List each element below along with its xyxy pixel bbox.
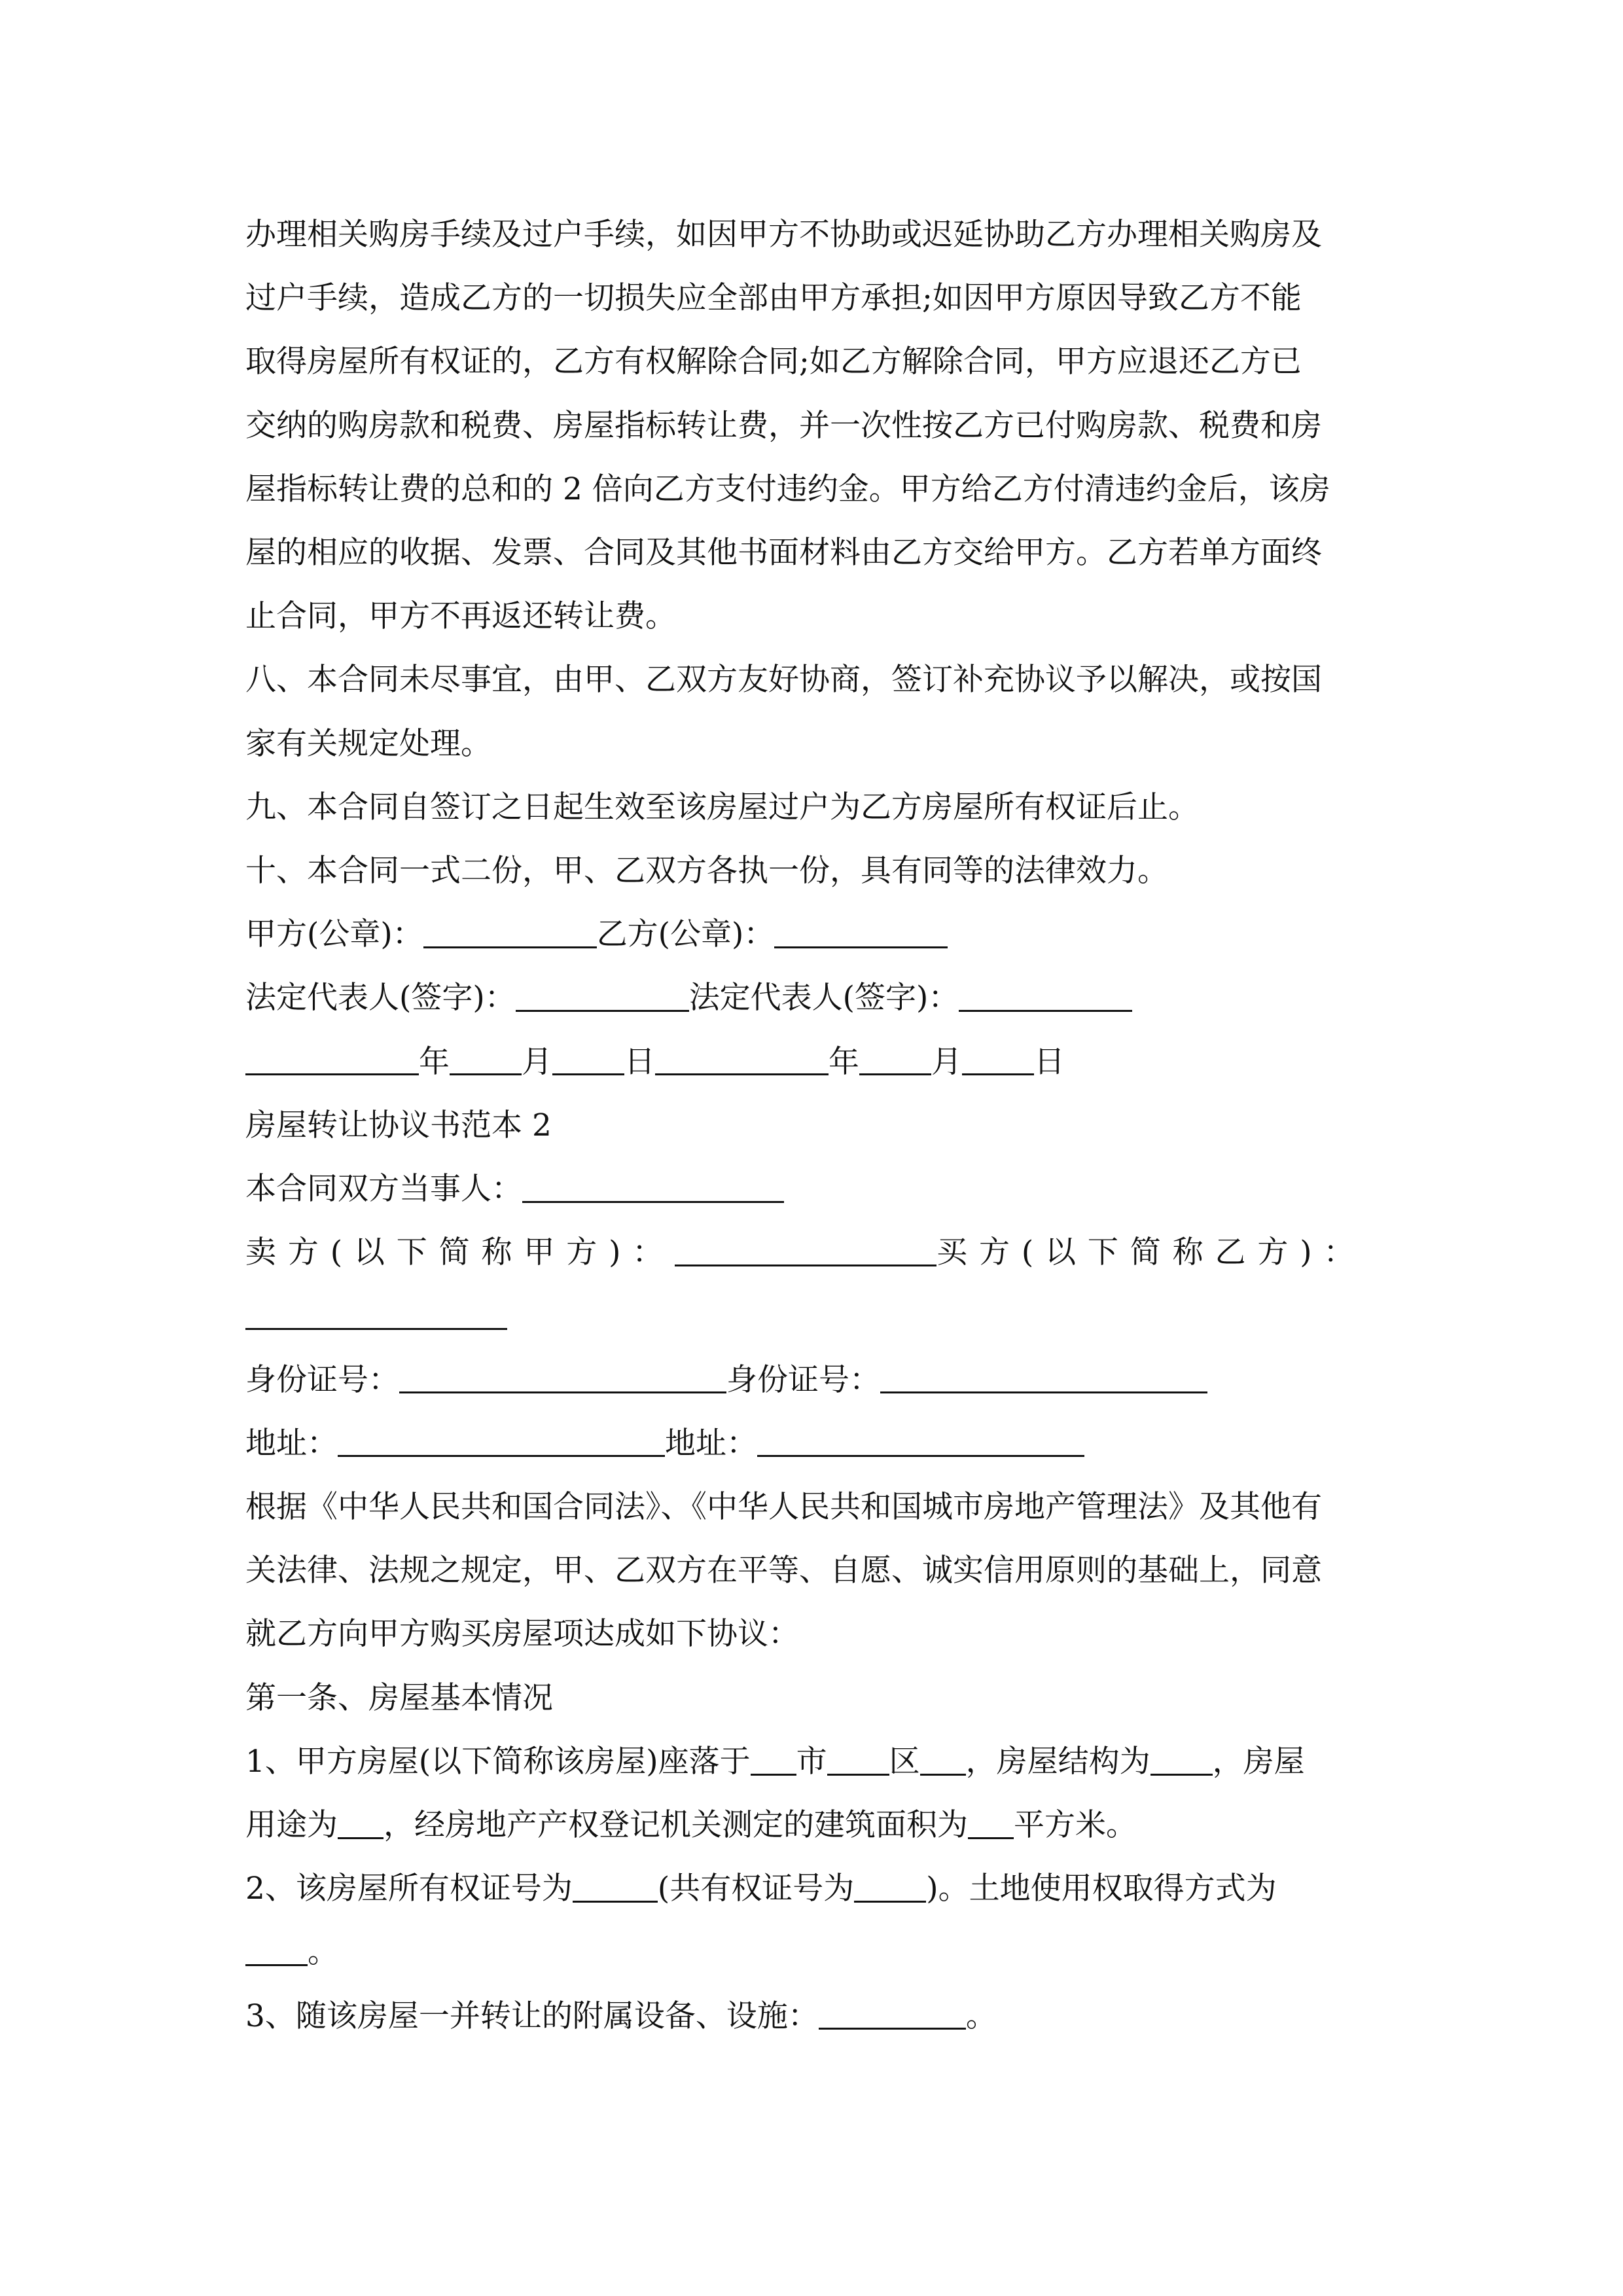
article-1-title [245,1666,1381,1730]
continuation-paragraph [245,203,1381,648]
section-heading: 房屋转让协议书范本 2 [245,1107,552,1143]
day-a-field[interactable] [552,1043,624,1075]
item-1-text: ，房屋结构为 [965,1743,1150,1780]
seller-label: 卖方(以下简称甲方)： [245,1234,675,1271]
item-1 [245,1730,1381,1857]
item-2 [245,1857,1381,1984]
year-b-field[interactable] [655,1043,829,1075]
legal-rep-a-field[interactable] [516,979,689,1012]
buyer-field[interactable] [245,1297,507,1330]
address-label-a: 地址： [245,1425,338,1462]
section-heading: 第一条、房屋基本情况 [245,1679,553,1716]
clause-10 [245,839,1381,903]
seller-buyer-line [245,1221,1381,1348]
document-page [245,203,1381,2048]
month-label: 月 [931,1043,962,1080]
id-label-a: 身份证号： [245,1361,399,1398]
text-line: 取得房屋所有权证的，乙方有权解除合同;如乙方解除合同，甲方应退还乙方已 [245,344,1302,380]
id-label-b: 身份证号： [726,1361,880,1398]
text-line: 过户手续，造成乙方的一切损失应全部由甲方承担;如因甲方原因导致乙方不能 [245,280,1302,317]
usage-field[interactable] [338,1806,383,1839]
text-line: 就乙方向甲方购买房屋项达成如下协议： [245,1616,799,1653]
text-line: 八、本合同未尽事宜，由甲、乙双方友好协商，签订补充协议予以解决，或按国 [245,662,1322,698]
text-line: 止合同，甲方不再返还转让费。 [245,598,676,635]
text-line: 屋的相应的收据、发票、合同及其他书面材料由乙方交给甲方。乙方若单方面终 [245,535,1322,571]
city-label: 市 [796,1743,827,1780]
item-3-text: 。 [965,1998,997,2034]
month-b-field[interactable] [859,1043,931,1075]
text-line: 家有关规定处理。 [245,725,491,762]
year-a-field[interactable] [245,1043,419,1075]
land-use-method-field[interactable] [245,1933,308,1966]
text-line: 十、本合同一式二份，甲、乙双方各执一份，具有同等的法律效力。 [245,853,1168,889]
district-prefix-field[interactable] [827,1743,889,1776]
item-1-text: ，经房地产产权登记机关测定的建筑面积为 [383,1807,968,1844]
structure-field[interactable] [1150,1743,1213,1776]
id-a-field[interactable] [399,1361,726,1393]
year-label: 年 [829,1043,859,1080]
item-3-text: 3、随该房屋一并转让的附属设备、设施： [245,1998,819,2034]
legal-rep-b-field[interactable] [959,979,1132,1012]
attached-facilities-field[interactable] [819,1997,966,2030]
address-label-b: 地址： [665,1425,757,1462]
day-label: 日 [624,1043,655,1080]
item-2-text: )。土地使用权取得方式为 [926,1871,1277,1907]
item-1-text: 平方米。 [1014,1807,1137,1844]
item-2-text: (共有权证号为 [657,1871,855,1907]
text-line: 九、本合同自签订之日起生效至该房屋过户为乙方房屋所有权证后止。 [245,789,1199,825]
party-b-seal-label: 乙方(公章)： [596,916,775,953]
parties-field[interactable] [522,1170,784,1203]
text-line: 交纳的购房款和税费、房屋指标转让费，并一次性按乙方已付购房款、税费和房 [245,407,1322,444]
item-1-text: 1、甲方房屋(以下简称该房屋)座落于 [245,1743,751,1780]
item-3 [245,1984,1381,2048]
clause-8 [245,648,1381,775]
district-field[interactable] [920,1743,966,1776]
item-1-text: 用途为 [245,1807,338,1844]
district-label: 区 [889,1743,920,1780]
parties-line [245,1157,1381,1221]
date-line [245,1030,1381,1094]
party-a-seal-field[interactable] [423,916,597,948]
sample-2-title [245,1094,1381,1157]
month-label: 月 [522,1043,552,1080]
party-a-seal-label: 甲方(公章)： [245,916,423,953]
legal-rep-a-label: 法定代表人(签字)： [245,980,516,1016]
preamble [245,1475,1381,1666]
buyer-label: 买方(以下简称乙方)： [936,1234,1366,1271]
city-field[interactable] [751,1743,796,1776]
co-ownership-number-field[interactable] [854,1870,926,1903]
certificate-number-field[interactable] [573,1870,658,1903]
parties-label: 本合同双方当事人： [245,1171,522,1208]
text-line: 办理相关购房手续及过户手续，如因甲方不协助或迟延协助乙方办理相关购房及 [245,217,1322,253]
legal-rep-b-label: 法定代表人(签字)： [688,980,959,1016]
item-2-text: 2、该房屋所有权证号为 [245,1871,573,1907]
text-line: 根据《中华人民共和国合同法》、《中华人民共和国城市房地产管理法》及其他有 [245,1489,1322,1526]
seal-line [245,903,1381,966]
seller-field[interactable] [675,1234,936,1266]
area-field[interactable] [968,1806,1014,1839]
address-a-field[interactable] [338,1424,665,1457]
address-b-field[interactable] [757,1424,1084,1457]
id-line [245,1348,1381,1412]
item-2-text: 。 [308,1934,338,1971]
item-1-text: ，房屋 [1212,1743,1305,1780]
month-a-field[interactable] [450,1043,522,1075]
legal-rep-line [245,966,1381,1030]
clause-9 [245,776,1381,839]
text-line: 屋指标转让费的总和的 2 倍向乙方支付违约金。甲方给乙方付清违约金后，该房 [245,471,1330,507]
text-line: 关法律、法规之规定，甲、乙双方在平等、自愿、诚实信用原则的基础上，同意 [245,1552,1322,1589]
day-label: 日 [1034,1043,1065,1080]
id-b-field[interactable] [880,1361,1207,1393]
year-label: 年 [419,1043,450,1080]
party-b-seal-field[interactable] [774,916,948,948]
day-b-field[interactable] [962,1043,1034,1075]
address-line [245,1412,1381,1475]
